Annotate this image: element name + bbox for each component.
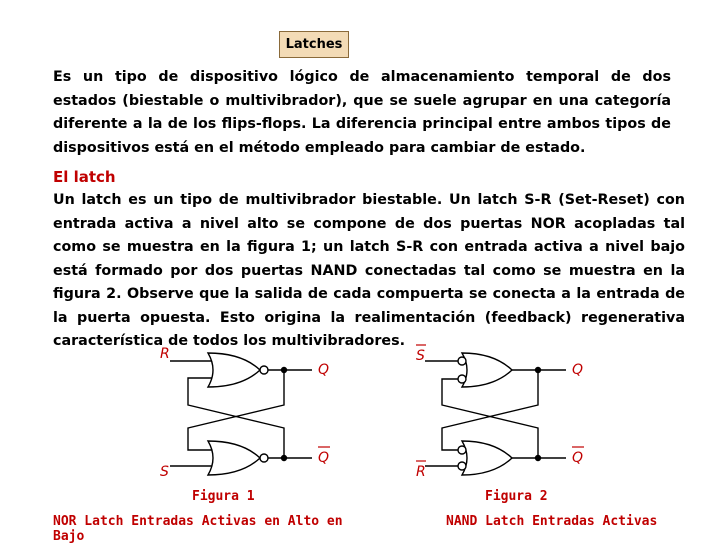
output-q-label: Q [572, 362, 584, 378]
nor-top-bubble [260, 366, 268, 374]
nand-latch-diagram [425, 353, 566, 475]
nor-latch-diagram [170, 353, 312, 475]
intro-paragraph: Es un tipo de dispositivo lógico de almacenamiento temporal de dos estados (biestable o multivibrador), que se suele agrupar en una categoría diferente a la de los flips-flops. La diferencia principal entre ambos tipos de dispositivos está en el método empleado para cambiar de estado. [53, 69, 671, 156]
figure-1-caption: Figura 1 [192, 489, 255, 504]
nor-latch-description: NOR Latch Entradas Activas en Alto en Bajo [53, 514, 343, 544]
nor-bottom-bubble [260, 454, 268, 462]
nand-bottom-bubble-a [458, 446, 466, 454]
nand-gate-top [462, 353, 512, 387]
nand-top-bubble-a [458, 357, 466, 365]
feedback-wire [188, 370, 284, 450]
nand-bottom-bubble-b [458, 462, 466, 470]
input-r-label: R [160, 346, 170, 362]
feedback-wire [442, 379, 538, 458]
nand-latch-description: NAND Latch Entradas Activas [446, 514, 658, 529]
nand-top-bubble-b [458, 375, 466, 383]
input-sbar-label: S [416, 348, 425, 364]
feedback-wire [442, 370, 538, 450]
input-s-label: S [160, 464, 169, 480]
section-title: El latch [53, 168, 116, 186]
output-q-label: Q [318, 362, 330, 378]
nor-gate-top [208, 353, 260, 387]
figure-2-caption: Figura 2 [485, 489, 548, 504]
input-rbar-label: R [416, 464, 426, 480]
latches-title-badge: Latches [279, 31, 349, 58]
output-qbar-label: Q [318, 450, 330, 466]
nor-gate-bottom [208, 441, 260, 475]
output-qbar-label: Q [572, 450, 584, 466]
nand-gate-bottom [462, 441, 512, 475]
latch-paragraph: Un latch es un tipo de multivibrador biestable. Un latch S-R (Set-Reset) con entrada activa a nivel alto se compone de dos puertas NOR acopladas tal como se muestra en la figura 1; un latch S-R con entrada activa a nivel bajo está formado por dos puertas NAND conectadas tal como se muestra en la figura 2. Observe que la salida de cada compuerta se conecta a la entrada de la puerta opuesta. Esto origina la realimentación (feedback) regenerativa característica de todos los multivibradores. [53, 192, 685, 349]
feedback-wire [188, 378, 284, 458]
